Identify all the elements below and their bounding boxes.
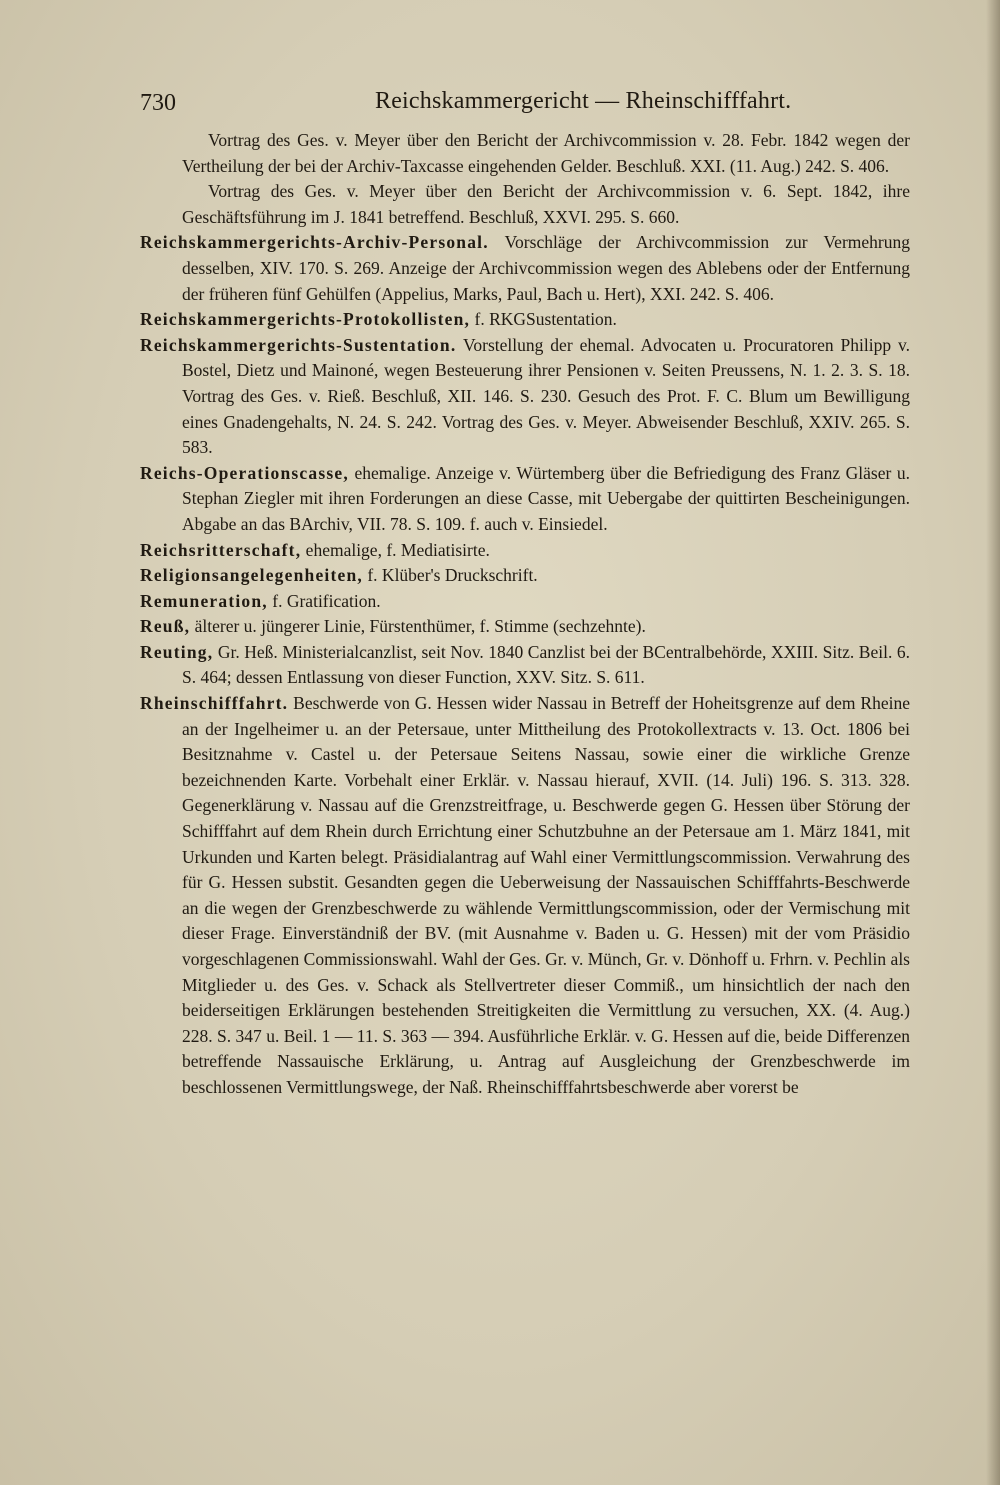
entry-lemma: Rheinschifffahrt. [140, 693, 289, 714]
entry-text: Gr. Heß. Ministerialcanzlist, seit Nov. 1840 Canzlist bei der BCentralbehörde, XXIII. Sitz. Beil. 6. S. 464; dessen Entlassung von dieser Function, XXV. Sitz. S. 611. [182, 641, 910, 688]
index-entry [140, 333, 910, 461]
entry-text: f. Klüber's Druckschrift. [362, 565, 538, 586]
page-header [140, 86, 920, 126]
entry-lemma: Remuneration, [140, 590, 268, 611]
entry-lemma: Reichs-Operationscasse, [140, 462, 349, 483]
index-entry [140, 640, 910, 691]
entry-text: f. RKGSustentation. [470, 309, 617, 330]
index-entry [140, 589, 910, 615]
index-entry [140, 230, 910, 307]
entry-text: ehemalige, f. Mediatisirte. [301, 539, 490, 560]
continuation-paragraph: Vortrag des Ges. v. Meyer über den Bericht der Archivcommission v. 28. Febr. 1842 wegen der Vertheilung der bei der Archiv-Taxcasse eingehenden Gelder. Beschluß. XXI. (11. Aug.) 242. S. 406. [182, 130, 910, 176]
index-entry [140, 461, 910, 538]
entry-text: Vorstellung der ehemal. Advocaten u. Procuratoren Philipp v. Bostel, Dietz und Mainoné, wegen Besteuerung ihrer Pensionen v. Seiten Preussens, N. 1. 2. 3. S. 18. Vortrag des Ges. v. Rieß. Beschluß, XII. 146. S. 230. Gesuch des Prot. F. C. Blum um Bewilligung eines Gnadengehalts, N. 24. S. 242. Vortrag des Ges. v. Meyer. Abweisender Beschluß, XXIV. 265. S. 583. [182, 334, 910, 458]
index-text [140, 128, 910, 1101]
entry-lemma: Reichskammergerichts-Protokollisten, [140, 309, 471, 330]
running-head: Reichskammergericht — Rheinschifffahrt. [375, 88, 792, 114]
entry-text: Vorschläge der Archivcommission zur Vermehrung desselben, XIV. 170. S. 269. Anzeige der Archivcommission wegen des Ablebens oder der Entfernung der früheren fünf Gehülfen (Appelius, Marks, Paul, Bach u. Hert), XXI. 242. S. 406. [182, 232, 910, 304]
entry-lemma: Reichskammergerichts-Archiv-Personal. [140, 232, 489, 253]
entry-text: f. Gratification. [267, 590, 381, 611]
index-entry [140, 538, 910, 564]
index-entry [140, 614, 910, 640]
index-entry [140, 691, 910, 1101]
page-edge-shadow [986, 0, 1000, 1485]
entry-lemma: Reuß, [140, 616, 191, 637]
entry-lemma: Religionsangelegenheiten, [140, 565, 363, 586]
index-entry [140, 563, 910, 589]
entry-lemma: Reichskammergerichts-Sustentation. [140, 334, 457, 355]
entry-text: Beschwerde von G. Hessen wider Nassau in Betreff der Hoheitsgrenze auf dem Rheine an der Ingelheimer u. an der Petersaue, unter Mittheilung des Protokollextracts v. 13. Oct. 1806 bei Besitznahme v. Castel u. der Petersaue Seitens Nassau, sowie einer die wirkliche Grenze bezeichnenden Karte. Vorbehalt einer Erklär. v. Nassau hierauf, XVII. (14. Juli) 196. S. 313. 328. Gegenerklärung v. Nassau auf die Grenzstreitfrage, u. Beschwerde gegen G. Hessen über Störung der Schifffahrt auf dem Rhein durch Errichtung einer Schutzbuhne an der Petersaue am 1. März 1841, mit Urkunden und Karten belegt. Präsidialantrag auf Wahl einer Vermittlungscommission. Verwahrung des für G. Hessen substit. Gesandten gegen die Ueberweisung der Nassauischen Schifffahrts-Beschwerde an die wegen der Grenzbeschwerde zu wählende Vermittlungscommission, oder der Vermischung mit dieser Frage. Einverständniß der BV. (mit Ausnahme v. Baden u. G. Hessen) mit der vom Präsidio vorgeschlagenen Commissionswahl. Wahl der Ges. Gr. v. Münch, Gr. v. Dönhoff u. Frhrn. v. Pechlin als Mitglieder u. des Ges. v. Schack als Stellvertreter dieser Commiß., um hinsichtlich der nach den beiderseitigen Erklärungen bestehenden Streitigkeiten die Vermittlung zu versuchen, XX. (4. Aug.) 228. S. 347 u. Beil. 1 — 11. S. 363 — 394. Ausführliche Erklär. v. G. Hessen auf die, beide Differenzen betreffende Nassauische Erklärung, u. Antrag auf Ausgleichung der Grenzbeschwerde im beschlossenen Vermittlungswege, der Naß. Rheinschifffahrtsbeschwerde aber vorerst be [182, 693, 910, 1097]
entry-lemma: Reuting, [140, 641, 214, 662]
continuation-paragraph: Vortrag des Ges. v. Meyer über den Bericht der Archivcommission v. 6. Sept. 1842, ihre Geschäftsführung im J. 1841 betreffend. Beschluß, XXVI. 295. S. 660. [182, 181, 910, 227]
page-number: 730 [140, 90, 176, 116]
index-entry [140, 307, 910, 333]
entry-text: älterer u. jüngerer Linie, Fürstenthümer, f. Stimme (sechzehnte). [190, 616, 646, 637]
entry-text: ehemalige. Anzeige v. Würtemberg über die Befriedigung des Franz Gläser u. Stephan Ziegler mit ihren Forderungen an diese Casse, mit Uebergabe der quittirten Bescheinigungen. Abgabe an das BArchiv, VII. 78. S. 109. f. auch v. Einsiedel. [182, 462, 910, 534]
entry-lemma: Reichsritterschaft, [140, 539, 302, 560]
